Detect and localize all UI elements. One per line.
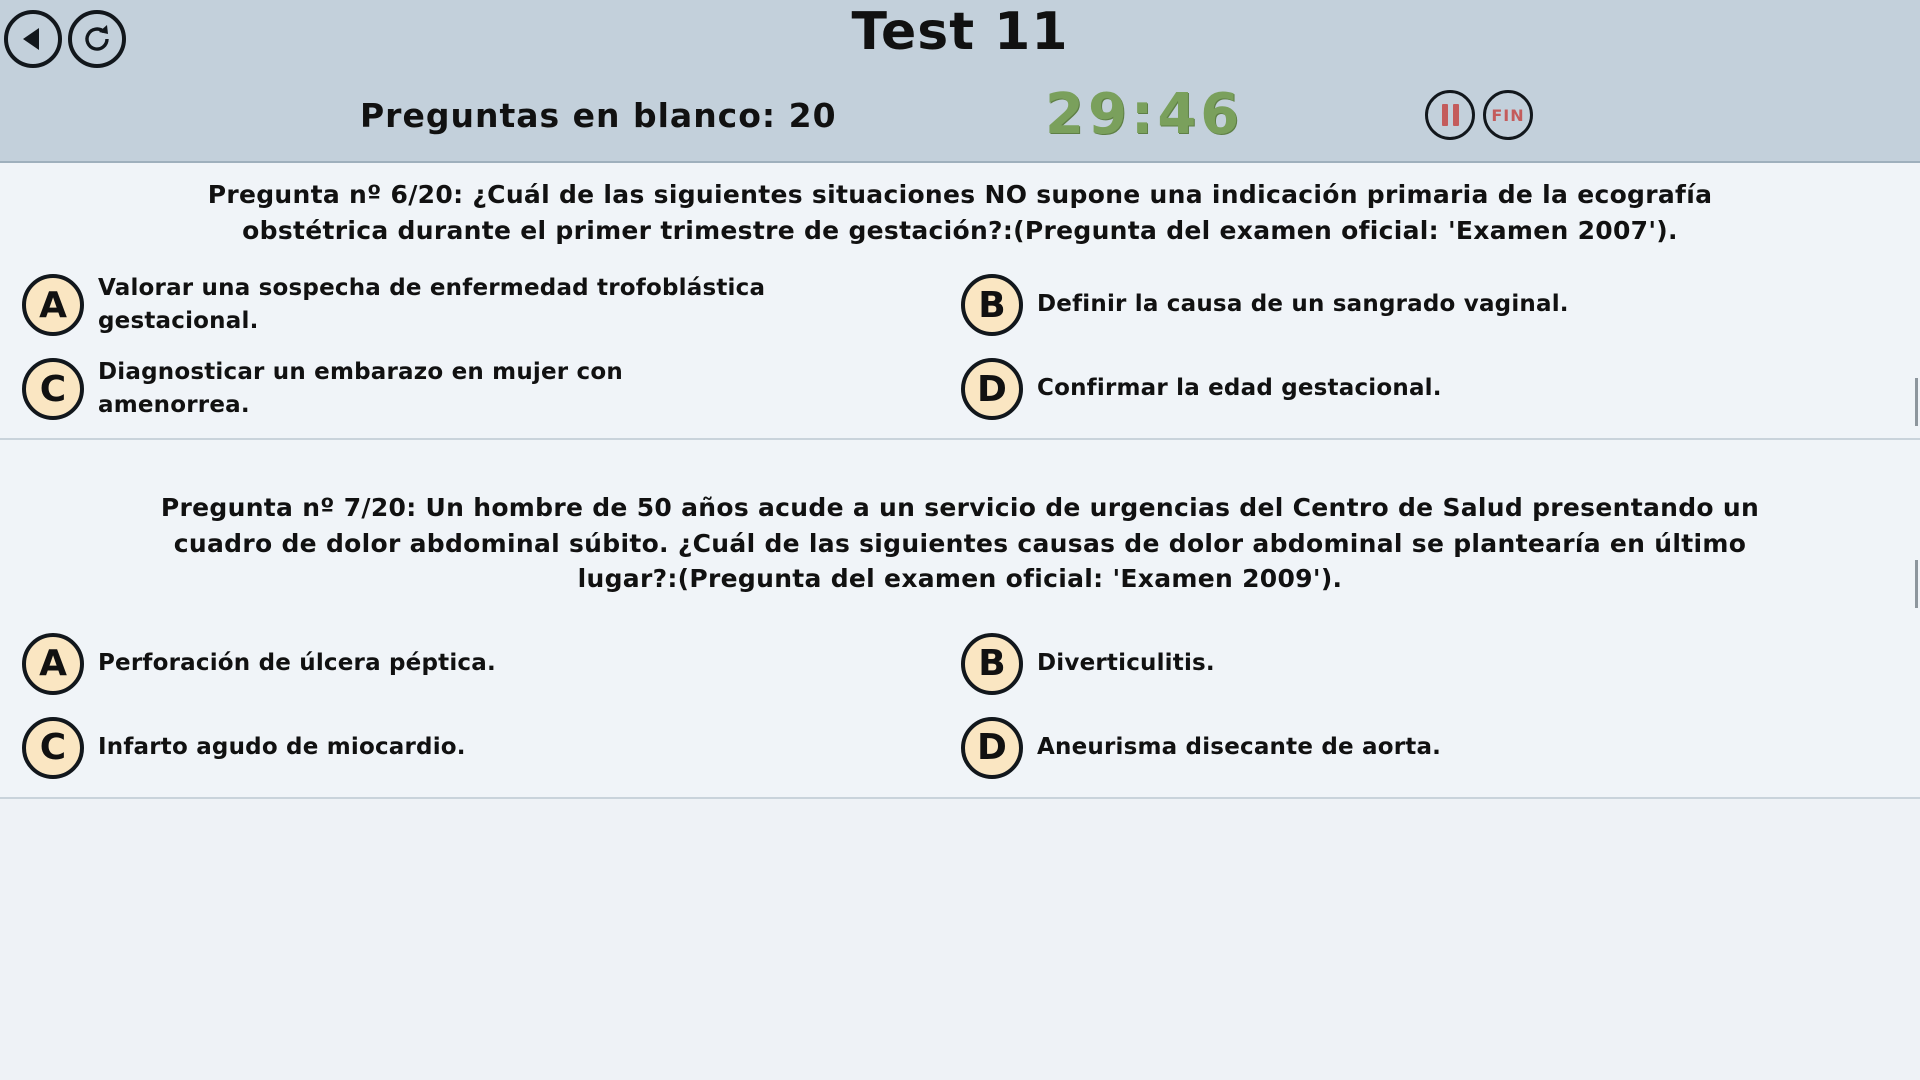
answer-letter-bubble: D [961,358,1023,420]
pause-icon [1442,104,1459,126]
countdown-timer: 29:46 [1045,82,1244,147]
answer-letter-bubble: B [961,633,1023,695]
answer-options [0,625,1920,787]
page-title: Test 11 [851,2,1069,62]
question-block [0,163,1920,440]
question-prompt: Pregunta nº 7/20: Un hombre de 50 años acude a un servicio de urgencias del Centro de Salud presentando un cuadro de dolor abdominal súbito. ¿Cuál de las siguientes causas de dolor abdominal se plantearía en último lugar?:(Pregunta del examen oficial: 'Examen 2009'). [160,493,1760,593]
question-block [0,440,1920,799]
header-status-row [0,82,1920,156]
questions-container [0,163,1920,799]
scroll-indicator[interactable] [1915,560,1918,608]
answer-text: Definir la causa de un sangrado vaginal. [1037,291,1569,318]
answer-text: Aneurisma disecante de aorta. [1037,733,1442,760]
answer-option-b[interactable] [13,266,1900,344]
blank-questions-label: Preguntas en blanco: 20 [360,96,837,135]
answer-option-d[interactable] [13,709,1900,787]
answer-letter-bubble: B [961,274,1023,336]
answer-text: Confirmar la edad gestacional. [1037,375,1442,402]
header-control-icons [1425,90,1533,140]
test-header [0,0,1920,163]
answer-option-d[interactable] [13,350,1900,428]
end-test-button[interactable] [1483,90,1533,140]
answer-options [0,266,1920,428]
answer-text: Infarto agudo de miocardio. [98,733,466,760]
scroll-indicator[interactable] [1915,378,1918,426]
end-test-label: FIN [1491,105,1525,125]
question-prompt: Pregunta nº 6/20: ¿Cuál de las siguientes situaciones NO supone una indicación primaria de la ecografía obstétrica durante el primer trimestre de gestación?:(Pregunta del examen oficial: 'Examen 2007'). [207,180,1713,245]
answer-letter-bubble: A [22,274,84,336]
answer-letter-bubble: C [22,358,84,420]
answer-text: Perforación de úlcera péptica. [98,649,496,676]
answer-option-b[interactable] [13,625,1900,703]
answer-text: Diverticulitis. [1037,649,1215,676]
answer-letter-bubble: A [22,633,84,695]
answer-text: Valorar una sospecha de enfermedad trofoblástica gestacional. [98,274,766,334]
answer-text: Diagnosticar un embarazo en mujer con amenorrea. [98,358,623,418]
answer-letter-bubble: D [961,717,1023,779]
pause-button[interactable] [1425,90,1475,140]
answer-letter-bubble: C [22,717,84,779]
